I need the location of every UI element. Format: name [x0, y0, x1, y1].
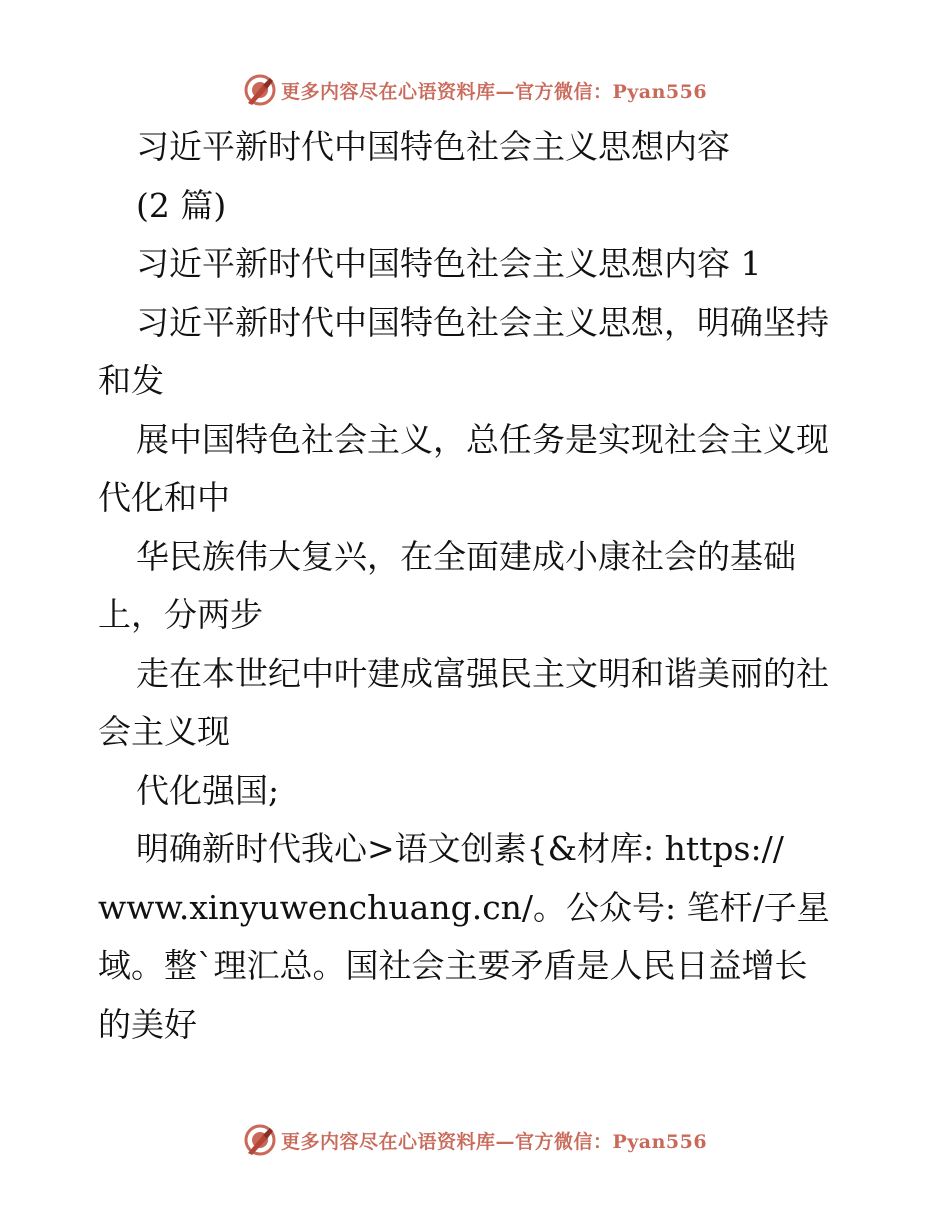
text-line: www.xinyuwenchuang.cn/。公众号: 笔杆/子星 [98, 887, 830, 927]
banner-text: 更多内容尽在心语资料库—官方微信：Pyan556 [280, 80, 708, 103]
text-line: (2 篇) [136, 185, 227, 225]
pen-logo-icon [243, 73, 277, 107]
text-line: 习近平新时代中国特色社会主义思想，明确坚持 [136, 302, 829, 342]
text-line: 上，分两步 [98, 595, 263, 634]
text-line: 代化强国; [136, 770, 280, 810]
pen-logo-icon [243, 1123, 277, 1157]
text-line: 习近平新时代中国特色社会主义思想内容 [136, 127, 730, 166]
text-line: 华民族伟大复兴，在全面建成小康社会的基础 [136, 536, 796, 576]
text-line: 域。整ˋ理汇总。国社会主要矛盾是人民日益增长 [98, 946, 808, 985]
banner-text: 更多内容尽在心语资料库—官方微信：Pyan556 [280, 1130, 708, 1153]
header-banner [0, 70, 950, 110]
text-line: 习近平新时代中国特色社会主义思想内容 1 [136, 244, 762, 283]
text-line: 和发 [98, 361, 164, 400]
text-line: 明确新时代我心>语文创素{&材库: https:// [136, 829, 784, 868]
text-line: 走在本世纪中叶建成富强民主文明和谐美丽的社 [136, 653, 829, 693]
text-line: 展中国特色社会主义，总任务是实现社会主义现 [136, 419, 829, 459]
text-line: 代化和中 [98, 478, 230, 517]
text-line: 的美好 [98, 1004, 197, 1044]
footer-banner [0, 1120, 950, 1160]
text-line: 会主义现 [98, 712, 230, 751]
document-body [98, 118, 858, 1054]
